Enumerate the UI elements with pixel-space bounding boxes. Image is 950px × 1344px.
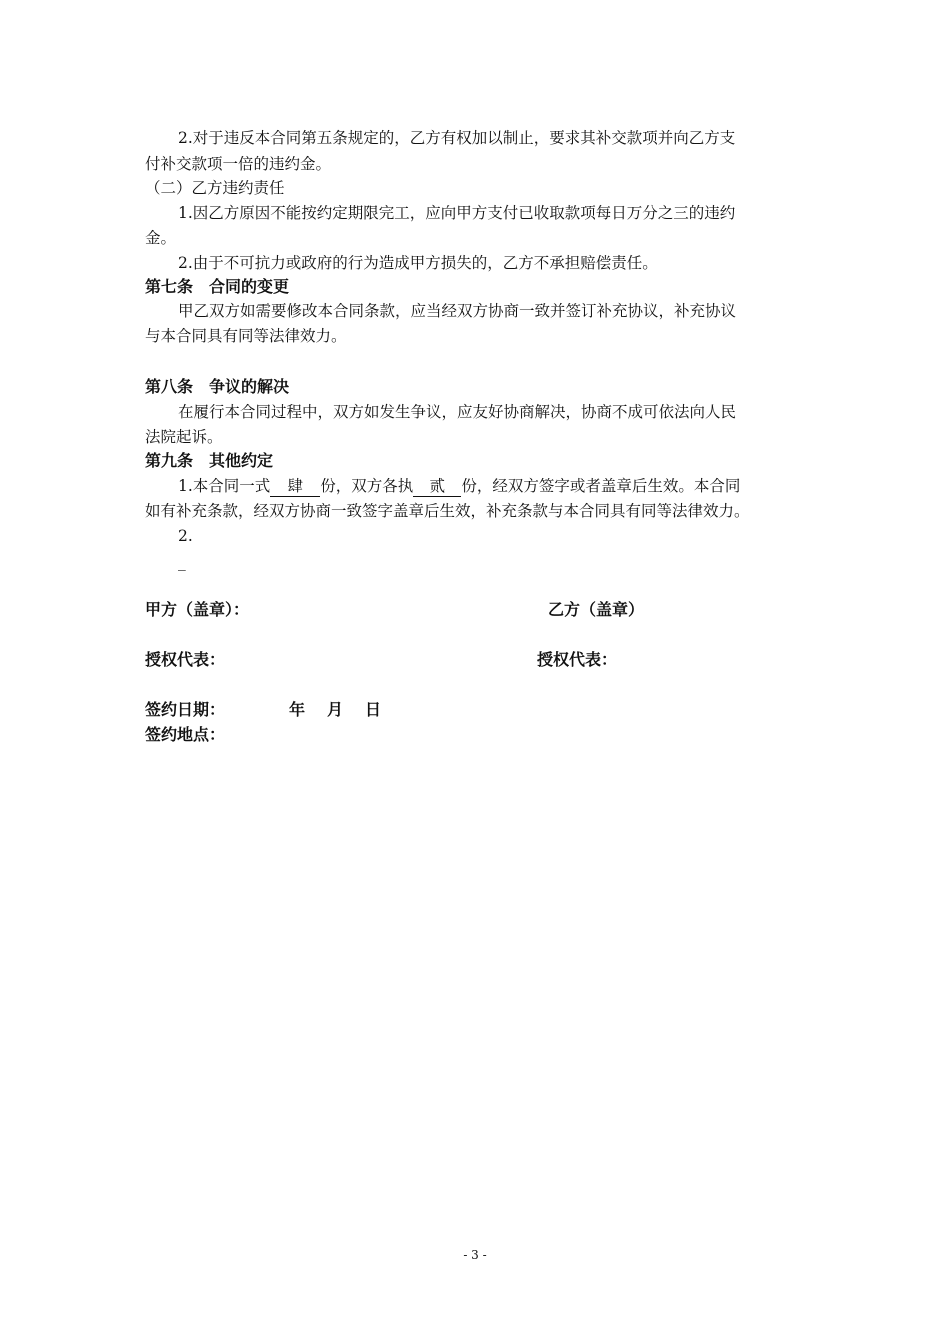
copies-each-blank: 贰 <box>413 476 461 497</box>
date-year: 年 <box>289 700 306 719</box>
article-9-text-part: 份，经双方签字或者盖章后生效。本合同 <box>461 477 741 495</box>
article-8-text: 在履行本合同过程中，双方如发生争议，应友好协商解决，协商不成可依法向人民 <box>178 403 737 421</box>
clause-paragraph: 2.对于违反本合同第五条规定的，乙方有权加以制止，要求其补交款项并向乙方支 <box>178 129 736 147</box>
signing-date-label: 签约日期： <box>145 700 226 719</box>
date-day: 日 <box>365 700 382 719</box>
article-9-title: 第九条 其他约定 <box>145 451 274 470</box>
article-7-text: 甲乙双方如需要修改本合同条款，应当经双方协商一致并签订补充协议，补充协议 <box>178 302 737 320</box>
article-8-text: 法院起诉。 <box>145 428 223 446</box>
party-b-representative-label: 授权代表： <box>537 650 618 669</box>
party-a-seal-label: 甲方（盖章）： <box>145 600 250 619</box>
article-9-text-part: 1.本合同一式 <box>178 477 271 495</box>
clause-paragraph: 1.因乙方原因不能按约定期限完工，应向甲方支付已收取款项每日万分之三的违约 <box>178 204 736 222</box>
article-9-text: 如有补充条款，经双方协商一致签字盖章后生效，补充条款与本合同具有同等法律效力。 <box>145 502 750 520</box>
party-b-seal-label: 乙方（盖章） <box>548 600 645 619</box>
signing-date-fields <box>289 697 403 723</box>
party-a-representative-label: 授权代表： <box>145 650 226 669</box>
clause-paragraph: 2.由于不可抗力或政府的行为造成甲方损失的，乙方不承担赔偿责任。 <box>178 254 658 272</box>
article-9-text <box>178 473 740 499</box>
subsection-heading: （二）乙方违约责任 <box>145 179 285 197</box>
date-month: 月 <box>327 700 344 719</box>
signing-place-label: 签约地点： <box>145 725 226 744</box>
page-number: - 3 - <box>463 1248 487 1262</box>
clause-paragraph: 付补交款项一倍的违约金。 <box>145 155 332 173</box>
copies-count-blank: 肆 <box>270 476 320 497</box>
clause-paragraph: 金。 <box>145 229 177 247</box>
article-7-title: 第七条 合同的变更 <box>145 277 290 296</box>
article-9-item-2: 2. <box>178 527 193 545</box>
article-9-blank-line: _ <box>178 553 186 571</box>
article-7-text: 与本合同具有同等法律效力。 <box>145 327 347 345</box>
article-9-text-part: 份，双方各执 <box>320 477 414 495</box>
article-8-title: 第八条 争议的解决 <box>145 377 290 396</box>
